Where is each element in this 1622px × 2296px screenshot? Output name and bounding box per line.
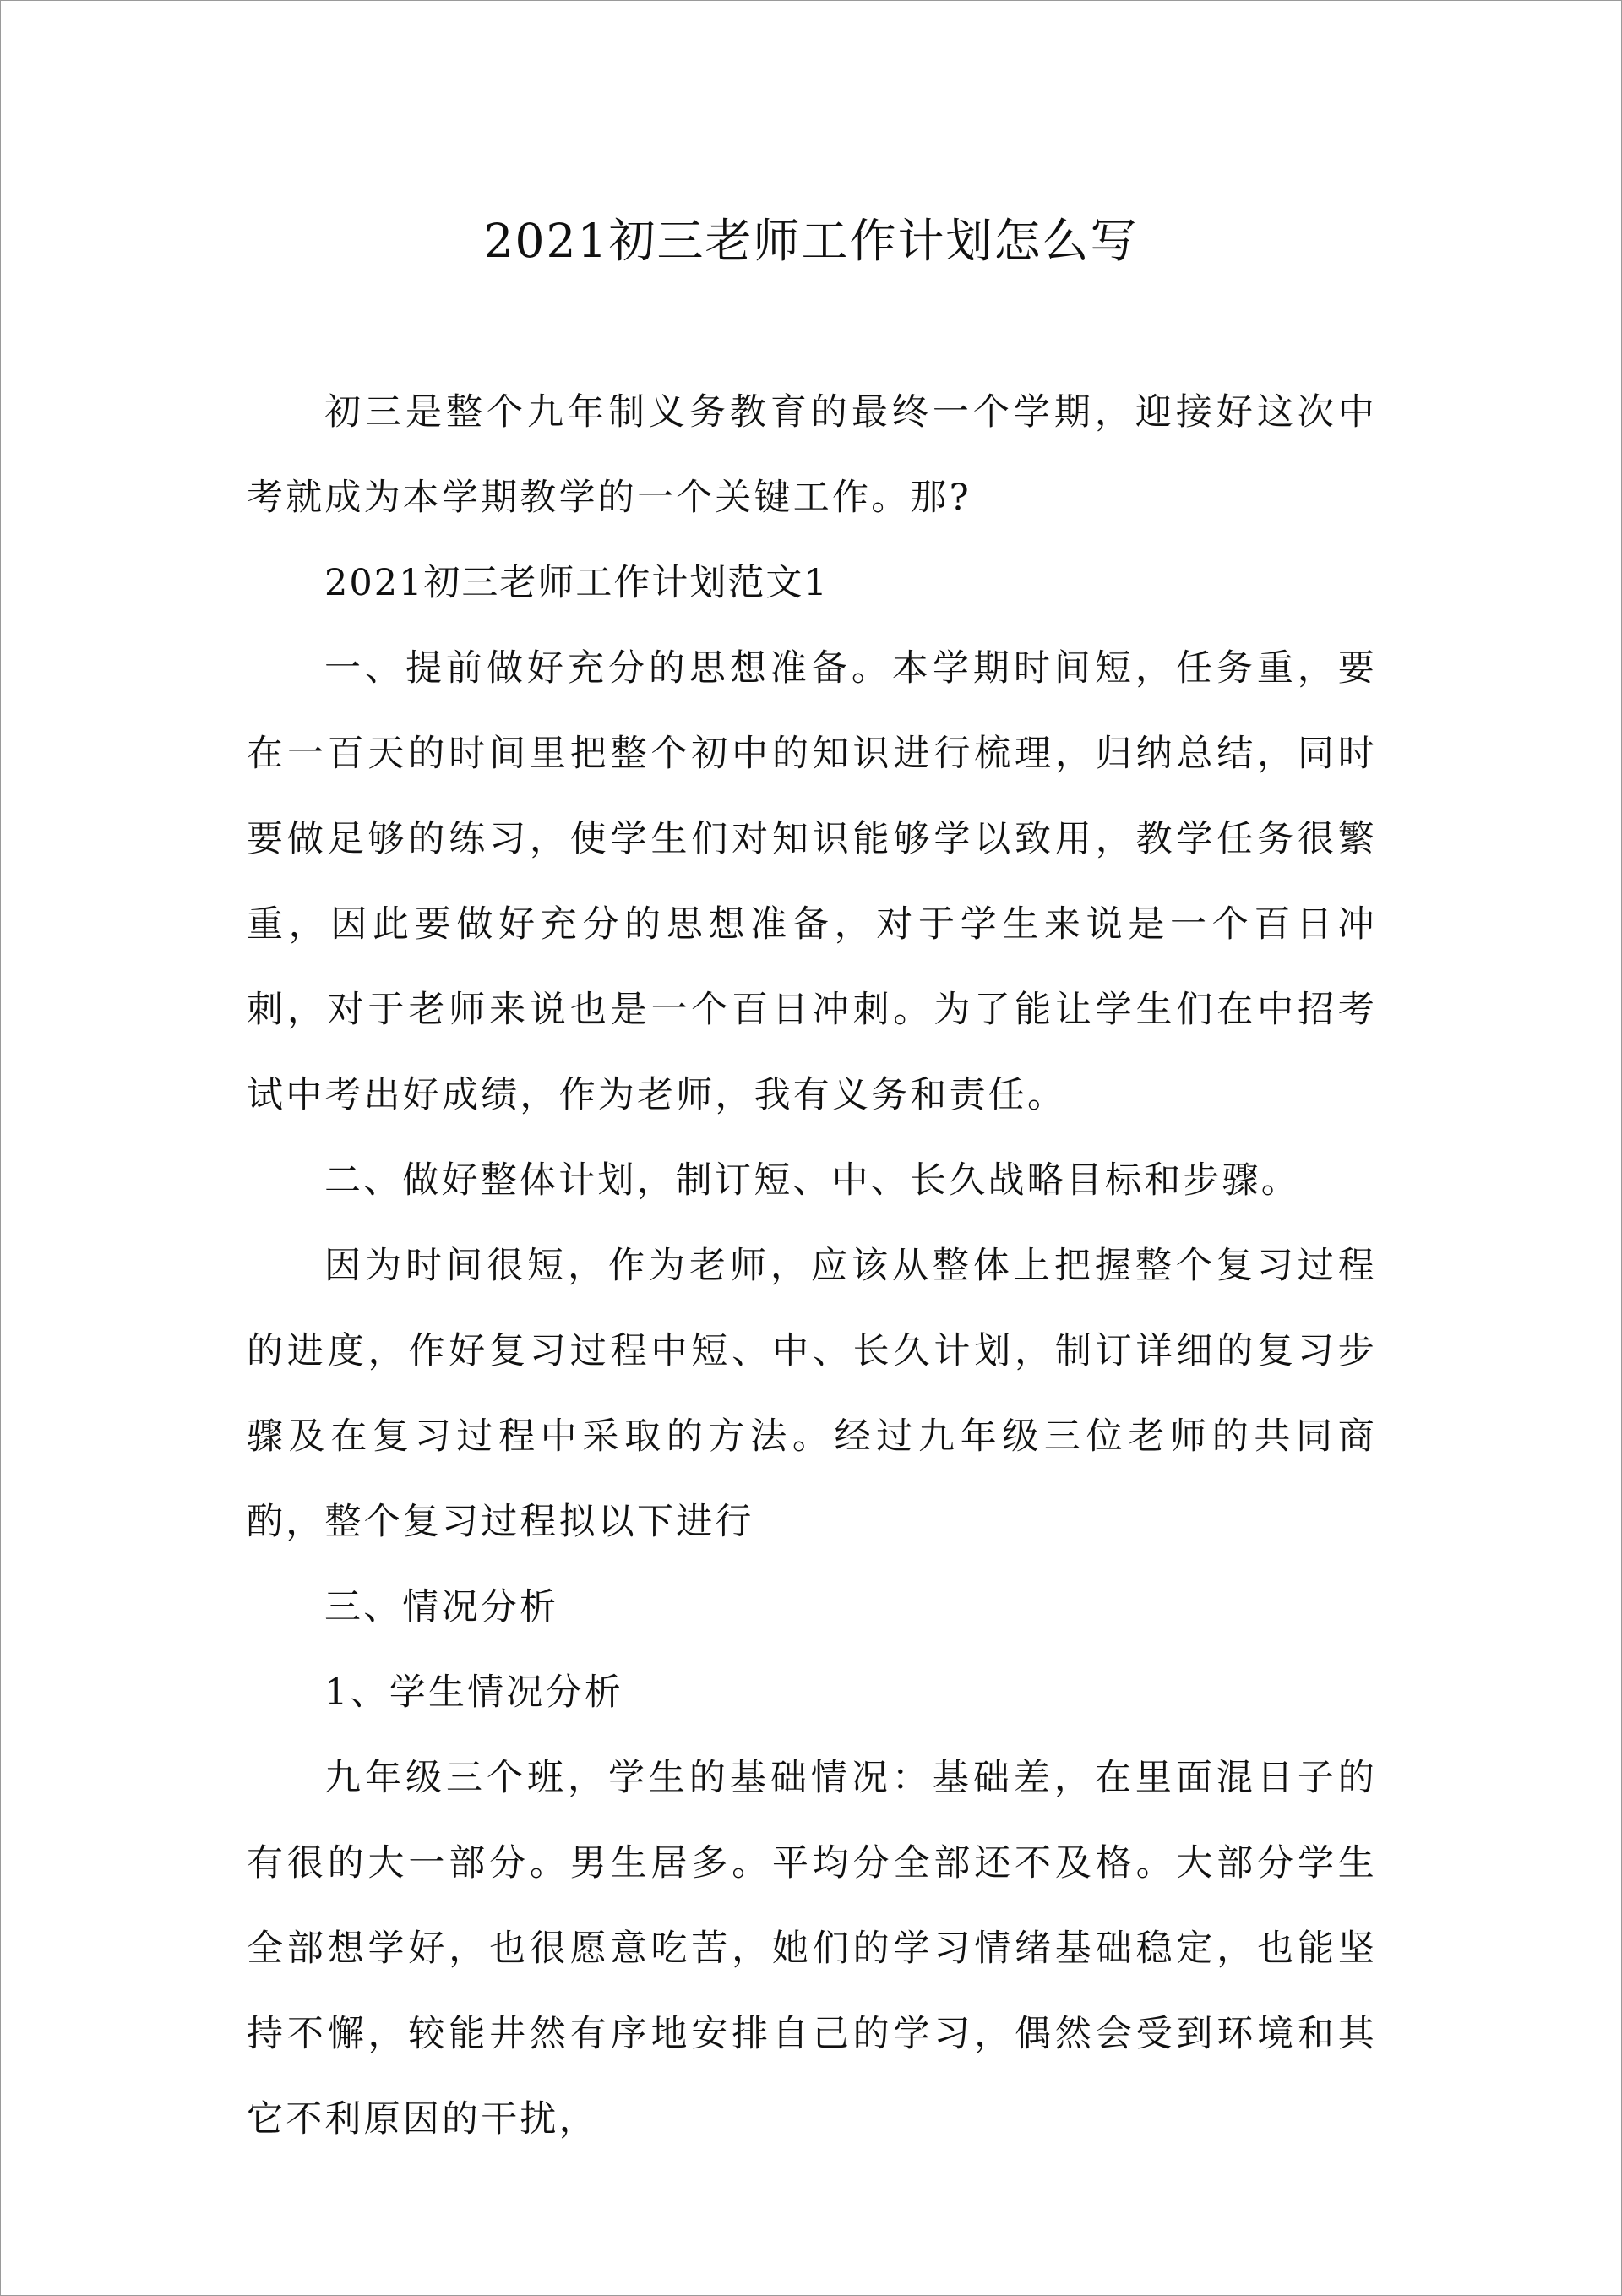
paragraph-subsection-1: 1、学生情况分析 <box>324 1672 623 1714</box>
document-body <box>247 370 1377 2162</box>
paragraph-section-2: 二、做好整体计划，制订短、中、长久战略目标和步骤。 <box>324 1159 1300 1202</box>
document-title: 2021初三老师工作计划怎么写 <box>483 214 1139 268</box>
section-heading-sample-1: 2021初三老师工作计划范文1 <box>324 562 829 604</box>
paragraph-student-analysis: 九年级三个班，学生的基础情况：基础差，在里面混日子的有很的大一部分。男生居多。平均分全部还不及格。大部分学生全部想学好，也很愿意吃苦，她们的学习情绪基础稳定，也能坚持不懈，较能井然有序地安排自己的学习，偶然会受到环境和其它不利原因的干扰， <box>247 1757 1377 2141</box>
paragraph-intro: 初三是整个九年制义务教育的最终一个学期，迎接好这次中考就成为本学期教学的一个关键工作。那? <box>247 391 1377 519</box>
paragraph-plan-detail: 因为时间很短，作为老师，应该从整体上把握整个复习过程的进度，作好复习过程中短、中、长久计划，制订详细的复习步骤及在复习过程中采取的方法。经过九年级三位老师的共同商酌，整个复习过程拟以下进行 <box>247 1245 1377 1543</box>
paragraph-section-3: 三、情况分析 <box>324 1586 559 1628</box>
paragraph-section-1: 一、提前做好充分的思想准备。本学期时间短，任务重，要在一百天的时间里把整个初中的知识进行梳理，归纳总结，同时要做足够的练习，使学生们对知识能够学以致用，教学任务很繁重，因此要做好充分的思想准备，对于学生来说是一个百日冲刺，对于老师来说也是一个百日冲刺。为了能让学生们在中招考试中考出好成绩，作为老师，我有义务和责任。 <box>247 647 1377 1116</box>
